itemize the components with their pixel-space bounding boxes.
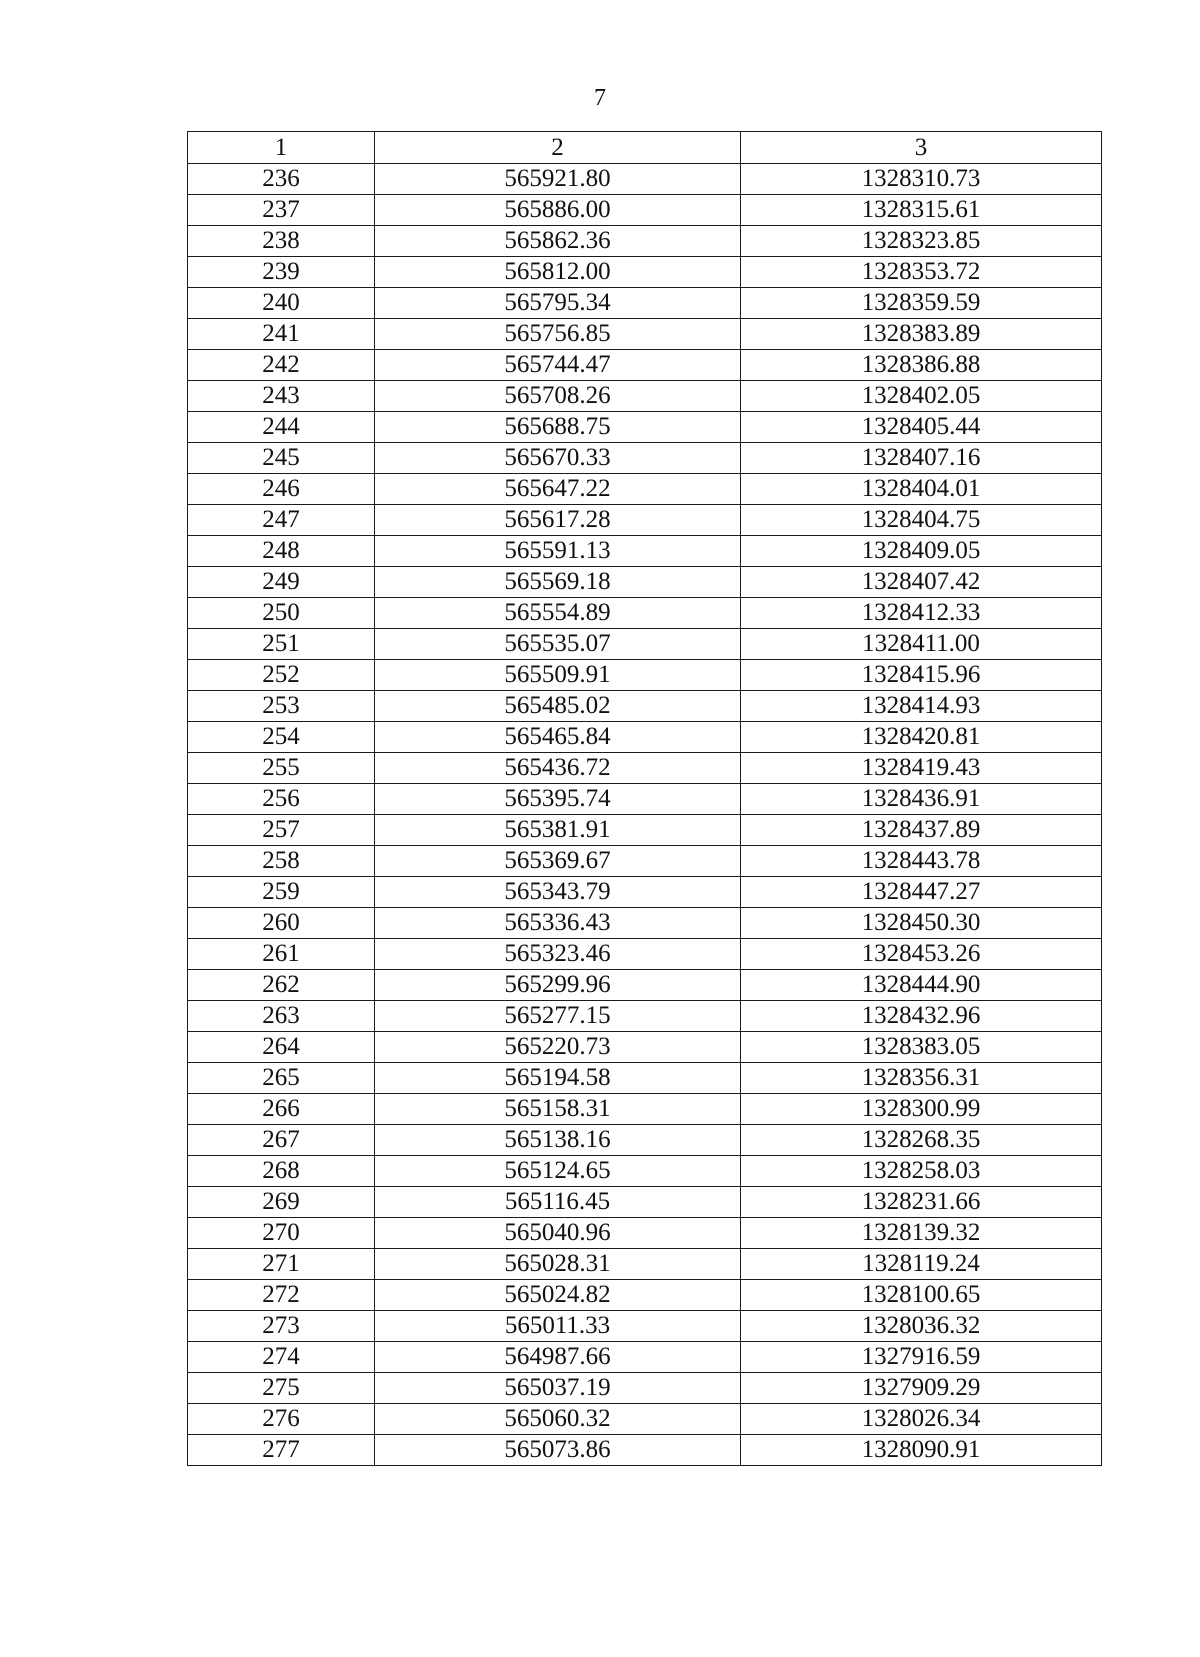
point-number-cell: 275 <box>188 1373 375 1404</box>
table-row <box>188 1032 1102 1063</box>
x-coordinate-cell: 565073.86 <box>375 1435 741 1466</box>
point-number-cell: 253 <box>188 691 375 722</box>
x-coordinate-cell: 565024.82 <box>375 1280 741 1311</box>
y-coordinate-cell: 1327909.29 <box>741 1373 1102 1404</box>
x-coordinate-cell: 565194.58 <box>375 1063 741 1094</box>
point-number-cell: 264 <box>188 1032 375 1063</box>
point-number-cell: 273 <box>188 1311 375 1342</box>
page-number: 7 <box>594 85 606 111</box>
y-coordinate-cell: 1328444.90 <box>741 970 1102 1001</box>
point-number-cell: 260 <box>188 908 375 939</box>
point-number-cell: 258 <box>188 846 375 877</box>
table-row <box>188 288 1102 319</box>
y-coordinate-cell: 1328356.31 <box>741 1063 1102 1094</box>
table-row <box>188 1156 1102 1187</box>
table-row <box>188 1187 1102 1218</box>
table-row <box>188 226 1102 257</box>
x-coordinate-cell: 565688.75 <box>375 412 741 443</box>
point-number-cell: 245 <box>188 443 375 474</box>
table-row <box>188 443 1102 474</box>
x-coordinate-cell: 565509.91 <box>375 660 741 691</box>
point-number-cell: 241 <box>188 319 375 350</box>
y-coordinate-cell: 1327916.59 <box>741 1342 1102 1373</box>
y-coordinate-cell: 1328432.96 <box>741 1001 1102 1032</box>
point-number-cell: 247 <box>188 505 375 536</box>
point-number-cell: 266 <box>188 1094 375 1125</box>
column-header-1: 1 <box>188 132 375 164</box>
x-coordinate-cell: 565708.26 <box>375 381 741 412</box>
y-coordinate-cell: 1328359.59 <box>741 288 1102 319</box>
table-row <box>188 319 1102 350</box>
table-row <box>188 257 1102 288</box>
x-coordinate-cell: 565158.31 <box>375 1094 741 1125</box>
table-row <box>188 412 1102 443</box>
x-coordinate-cell: 565465.84 <box>375 722 741 753</box>
point-number-cell: 263 <box>188 1001 375 1032</box>
y-coordinate-cell: 1328409.05 <box>741 536 1102 567</box>
x-coordinate-cell: 565381.91 <box>375 815 741 846</box>
y-coordinate-cell: 1328119.24 <box>741 1249 1102 1280</box>
x-coordinate-cell: 565812.00 <box>375 257 741 288</box>
y-coordinate-cell: 1328258.03 <box>741 1156 1102 1187</box>
point-number-cell: 259 <box>188 877 375 908</box>
point-number-cell: 242 <box>188 350 375 381</box>
x-coordinate-cell: 565617.28 <box>375 505 741 536</box>
point-number-cell: 256 <box>188 784 375 815</box>
x-coordinate-cell: 565343.79 <box>375 877 741 908</box>
point-number-cell: 238 <box>188 226 375 257</box>
point-number-cell: 267 <box>188 1125 375 1156</box>
table-row <box>188 877 1102 908</box>
x-coordinate-cell: 565795.34 <box>375 288 741 319</box>
point-number-cell: 262 <box>188 970 375 1001</box>
table-row <box>188 1404 1102 1435</box>
y-coordinate-cell: 1328386.88 <box>741 350 1102 381</box>
column-header-3: 3 <box>741 132 1102 164</box>
table-row <box>188 1094 1102 1125</box>
y-coordinate-cell: 1328407.42 <box>741 567 1102 598</box>
y-coordinate-cell: 1328453.26 <box>741 939 1102 970</box>
table-body <box>188 164 1102 1466</box>
x-coordinate-cell: 565921.80 <box>375 164 741 195</box>
point-number-cell: 243 <box>188 381 375 412</box>
x-coordinate-cell: 565040.96 <box>375 1218 741 1249</box>
table-row <box>188 970 1102 1001</box>
x-coordinate-cell: 565670.33 <box>375 443 741 474</box>
x-coordinate-cell: 565554.89 <box>375 598 741 629</box>
table-row <box>188 908 1102 939</box>
y-coordinate-cell: 1328411.00 <box>741 629 1102 660</box>
table-row <box>188 660 1102 691</box>
table-row <box>188 381 1102 412</box>
y-coordinate-cell: 1328407.16 <box>741 443 1102 474</box>
x-coordinate-cell: 565591.13 <box>375 536 741 567</box>
y-coordinate-cell: 1328405.44 <box>741 412 1102 443</box>
x-coordinate-cell: 565028.31 <box>375 1249 741 1280</box>
x-coordinate-cell: 565436.72 <box>375 753 741 784</box>
y-coordinate-cell: 1328415.96 <box>741 660 1102 691</box>
table-row <box>188 939 1102 970</box>
point-number-cell: 252 <box>188 660 375 691</box>
x-coordinate-cell: 565299.96 <box>375 970 741 1001</box>
point-number-cell: 271 <box>188 1249 375 1280</box>
point-number-cell: 261 <box>188 939 375 970</box>
point-number-cell: 249 <box>188 567 375 598</box>
point-number-cell: 254 <box>188 722 375 753</box>
point-number-cell: 244 <box>188 412 375 443</box>
x-coordinate-cell: 565336.43 <box>375 908 741 939</box>
x-coordinate-cell: 565647.22 <box>375 474 741 505</box>
y-coordinate-cell: 1328100.65 <box>741 1280 1102 1311</box>
y-coordinate-cell: 1328323.85 <box>741 226 1102 257</box>
x-coordinate-cell: 565862.36 <box>375 226 741 257</box>
x-coordinate-cell: 565569.18 <box>375 567 741 598</box>
point-number-cell: 240 <box>188 288 375 319</box>
point-number-cell: 239 <box>188 257 375 288</box>
coordinates-table <box>187 131 1102 1466</box>
y-coordinate-cell: 1328231.66 <box>741 1187 1102 1218</box>
x-coordinate-cell: 565124.65 <box>375 1156 741 1187</box>
point-number-cell: 255 <box>188 753 375 784</box>
point-number-cell: 272 <box>188 1280 375 1311</box>
x-coordinate-cell: 565060.32 <box>375 1404 741 1435</box>
table-row <box>188 846 1102 877</box>
x-coordinate-cell: 565886.00 <box>375 195 741 226</box>
table-row <box>188 195 1102 226</box>
y-coordinate-cell: 1328353.72 <box>741 257 1102 288</box>
y-coordinate-cell: 1328315.61 <box>741 195 1102 226</box>
point-number-cell: 251 <box>188 629 375 660</box>
point-number-cell: 269 <box>188 1187 375 1218</box>
table-row <box>188 629 1102 660</box>
x-coordinate-cell: 565116.45 <box>375 1187 741 1218</box>
y-coordinate-cell: 1328402.05 <box>741 381 1102 412</box>
point-number-cell: 257 <box>188 815 375 846</box>
y-coordinate-cell: 1328310.73 <box>741 164 1102 195</box>
point-number-cell: 270 <box>188 1218 375 1249</box>
y-coordinate-cell: 1328090.91 <box>741 1435 1102 1466</box>
table-row <box>188 1311 1102 1342</box>
y-coordinate-cell: 1328383.05 <box>741 1032 1102 1063</box>
x-coordinate-cell: 565138.16 <box>375 1125 741 1156</box>
table-row <box>188 1063 1102 1094</box>
y-coordinate-cell: 1328436.91 <box>741 784 1102 815</box>
y-coordinate-cell: 1328420.81 <box>741 722 1102 753</box>
table-row <box>188 1280 1102 1311</box>
table-row <box>188 536 1102 567</box>
x-coordinate-cell: 565011.33 <box>375 1311 741 1342</box>
y-coordinate-cell: 1328139.32 <box>741 1218 1102 1249</box>
x-coordinate-cell: 565535.07 <box>375 629 741 660</box>
table-row <box>188 1001 1102 1032</box>
y-coordinate-cell: 1328383.89 <box>741 319 1102 350</box>
x-coordinate-cell: 565323.46 <box>375 939 741 970</box>
point-number-cell: 237 <box>188 195 375 226</box>
table-row <box>188 1218 1102 1249</box>
point-number-cell: 277 <box>188 1435 375 1466</box>
table-row <box>188 474 1102 505</box>
table-row <box>188 505 1102 536</box>
y-coordinate-cell: 1328447.27 <box>741 877 1102 908</box>
point-number-cell: 236 <box>188 164 375 195</box>
table-row <box>188 691 1102 722</box>
table-row <box>188 815 1102 846</box>
y-coordinate-cell: 1328450.30 <box>741 908 1102 939</box>
table-row <box>188 1373 1102 1404</box>
x-coordinate-cell: 565369.67 <box>375 846 741 877</box>
table-row <box>188 1435 1102 1466</box>
y-coordinate-cell: 1328404.75 <box>741 505 1102 536</box>
table-row <box>188 1249 1102 1280</box>
x-coordinate-cell: 565277.15 <box>375 1001 741 1032</box>
point-number-cell: 250 <box>188 598 375 629</box>
x-coordinate-cell: 565744.47 <box>375 350 741 381</box>
point-number-cell: 274 <box>188 1342 375 1373</box>
y-coordinate-cell: 1328412.33 <box>741 598 1102 629</box>
y-coordinate-cell: 1328026.34 <box>741 1404 1102 1435</box>
y-coordinate-cell: 1328414.93 <box>741 691 1102 722</box>
y-coordinate-cell: 1328268.35 <box>741 1125 1102 1156</box>
y-coordinate-cell: 1328036.32 <box>741 1311 1102 1342</box>
table-row <box>188 598 1102 629</box>
table-row <box>188 784 1102 815</box>
point-number-cell: 265 <box>188 1063 375 1094</box>
x-coordinate-cell: 565485.02 <box>375 691 741 722</box>
y-coordinate-cell: 1328443.78 <box>741 846 1102 877</box>
y-coordinate-cell: 1328419.43 <box>741 753 1102 784</box>
point-number-cell: 248 <box>188 536 375 567</box>
x-coordinate-cell: 565037.19 <box>375 1373 741 1404</box>
table-row <box>188 567 1102 598</box>
table-header-row <box>188 132 1102 164</box>
table-row <box>188 722 1102 753</box>
x-coordinate-cell: 565220.73 <box>375 1032 741 1063</box>
table-row <box>188 164 1102 195</box>
table-row <box>188 1125 1102 1156</box>
table-row <box>188 753 1102 784</box>
table-row <box>188 350 1102 381</box>
x-coordinate-cell: 565756.85 <box>375 319 741 350</box>
y-coordinate-cell: 1328404.01 <box>741 474 1102 505</box>
point-number-cell: 246 <box>188 474 375 505</box>
x-coordinate-cell: 564987.66 <box>375 1342 741 1373</box>
x-coordinate-cell: 565395.74 <box>375 784 741 815</box>
y-coordinate-cell: 1328437.89 <box>741 815 1102 846</box>
point-number-cell: 268 <box>188 1156 375 1187</box>
point-number-cell: 276 <box>188 1404 375 1435</box>
y-coordinate-cell: 1328300.99 <box>741 1094 1102 1125</box>
table-row <box>188 1342 1102 1373</box>
column-header-2: 2 <box>375 132 741 164</box>
